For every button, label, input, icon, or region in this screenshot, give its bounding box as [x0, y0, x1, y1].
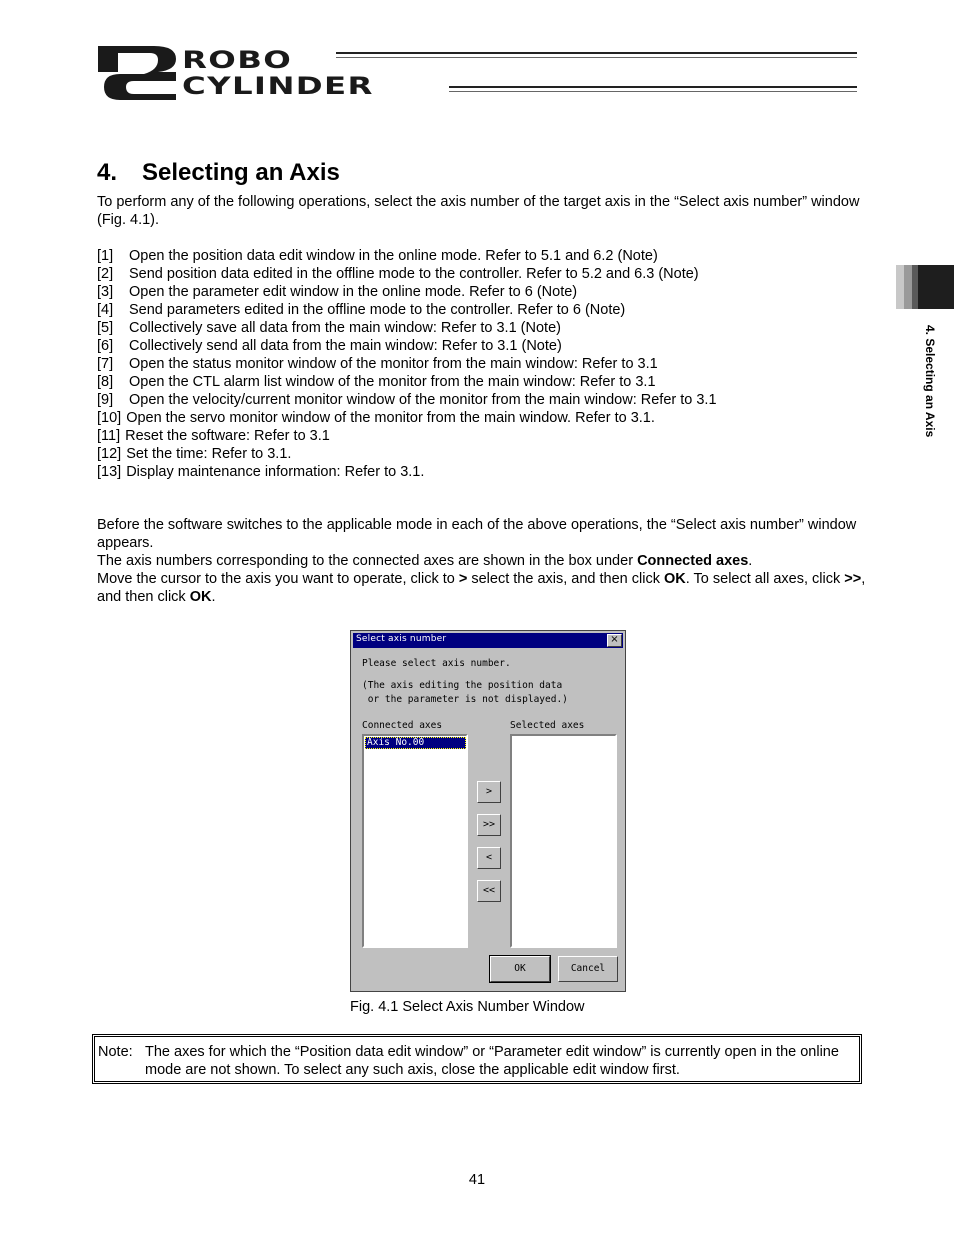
body-line: Before the software switches to the applicable mode in each of the above operations, the “Select axis number” window appears. — [97, 517, 857, 551]
dialog-prompt: Please select axis number. — [362, 658, 511, 669]
remove-all-axes-button[interactable]: << — [477, 880, 501, 902]
intro-paragraph: To perform any of the following operations, select the axis number of the target axis in the “Select axis number” window (Fig. 4.1). — [97, 194, 860, 228]
header-rule — [449, 86, 857, 88]
list-item: [3] Open the parameter edit window in the online mode. Refer to 6 (Note) — [97, 284, 578, 300]
connected-axes-list[interactable] — [362, 734, 468, 948]
selected-axes-list[interactable] — [510, 734, 617, 948]
note-text: The axes for which the “Position data edit window” or “Parameter edit window” is currently open in the online mode are not shown. To select any such axis, close the applicable edit window first. — [145, 1044, 839, 1078]
list-item: [1] Open the position data edit window in the online mode. Refer to 5.1 and 6.2 (Note) — [97, 248, 658, 264]
section-title: Selecting an Axis — [142, 159, 340, 186]
dialog-hint-line: (The axis editing the position data — [362, 680, 563, 691]
add-all-axes-button[interactable]: >> — [477, 814, 501, 836]
chapter-tab-label: 4. Selecting an Axis — [923, 325, 937, 438]
select-axis-dialog — [350, 630, 626, 992]
dialog-title: Select axis number — [356, 634, 447, 644]
list-item: [4] Send parameters edited in the offline mode to the controller. Refer to 6 (Note) — [97, 302, 626, 318]
dialog-titlebar — [353, 633, 623, 648]
connected-axes-label: Connected axes — [362, 720, 443, 731]
body-line: Move the cursor to the axis you want to operate, click to > select the axis, and then click OK. To select all axes, click >>, and then click OK. — [97, 571, 866, 605]
dialog-hint-line: or the parameter is not displayed.) — [362, 694, 568, 705]
section-heading — [97, 159, 340, 187]
header-rule — [449, 91, 857, 92]
close-icon[interactable]: × — [607, 634, 622, 647]
cancel-button[interactable]: Cancel — [558, 956, 618, 982]
chapter-tab — [896, 265, 954, 309]
list-item: [11] Reset the software: Refer to 3.1 — [97, 428, 330, 444]
body-paragraph — [97, 516, 867, 606]
remove-axis-button[interactable]: < — [477, 847, 501, 869]
list-item: [13] Display maintenance information: Refer to 3.1. — [97, 464, 425, 480]
list-item: [12] Set the time: Refer to 3.1. — [97, 446, 292, 462]
list-item: [7] Open the status monitor window of the monitor from the main window: Refer to 3.1 — [97, 356, 658, 372]
note-box — [92, 1034, 862, 1084]
body-line: The axis numbers corresponding to the connected axes are shown in the box under Connected axes. — [97, 553, 753, 569]
note-label: Note: — [98, 1044, 133, 1060]
list-item: [10] Open the servo monitor window of the monitor from the main window. Refer to 3.1. — [97, 410, 655, 426]
figure-caption: Fig. 4.1 Select Axis Number Window — [350, 999, 585, 1015]
list-item: [2] Send position data edited in the offline mode to the controller. Refer to 5.2 and 6.3 (Note) — [97, 266, 699, 282]
header-rule — [336, 57, 857, 58]
header-rule — [336, 52, 857, 54]
selected-axes-label: Selected axes — [510, 720, 585, 731]
page-number: 41 — [468, 1172, 486, 1188]
list-item: [5] Collectively save all data from the main window: Refer to 3.1 (Note) — [97, 320, 561, 336]
logo-word-cylinder: CYLINDER — [182, 72, 374, 100]
section-number: 4. — [97, 159, 118, 186]
logo-word-robo: ROBO — [182, 46, 293, 74]
rc-logo-mark-icon — [96, 44, 180, 102]
add-axis-button[interactable]: > — [477, 781, 501, 803]
list-item: [8] Open the CTL alarm list window of the monitor from the main window: Refer to 3.1 — [97, 374, 656, 390]
operation-list — [97, 247, 717, 481]
ok-button[interactable]: OK — [490, 956, 550, 982]
list-item[interactable]: Axis No.00 — [365, 737, 466, 749]
list-item: [9] Open the velocity/current monitor window of the monitor from the main window: Refer to 3.1 — [97, 392, 717, 408]
list-item: [6] Collectively send all data from the main window: Refer to 3.1 (Note) — [97, 338, 562, 354]
